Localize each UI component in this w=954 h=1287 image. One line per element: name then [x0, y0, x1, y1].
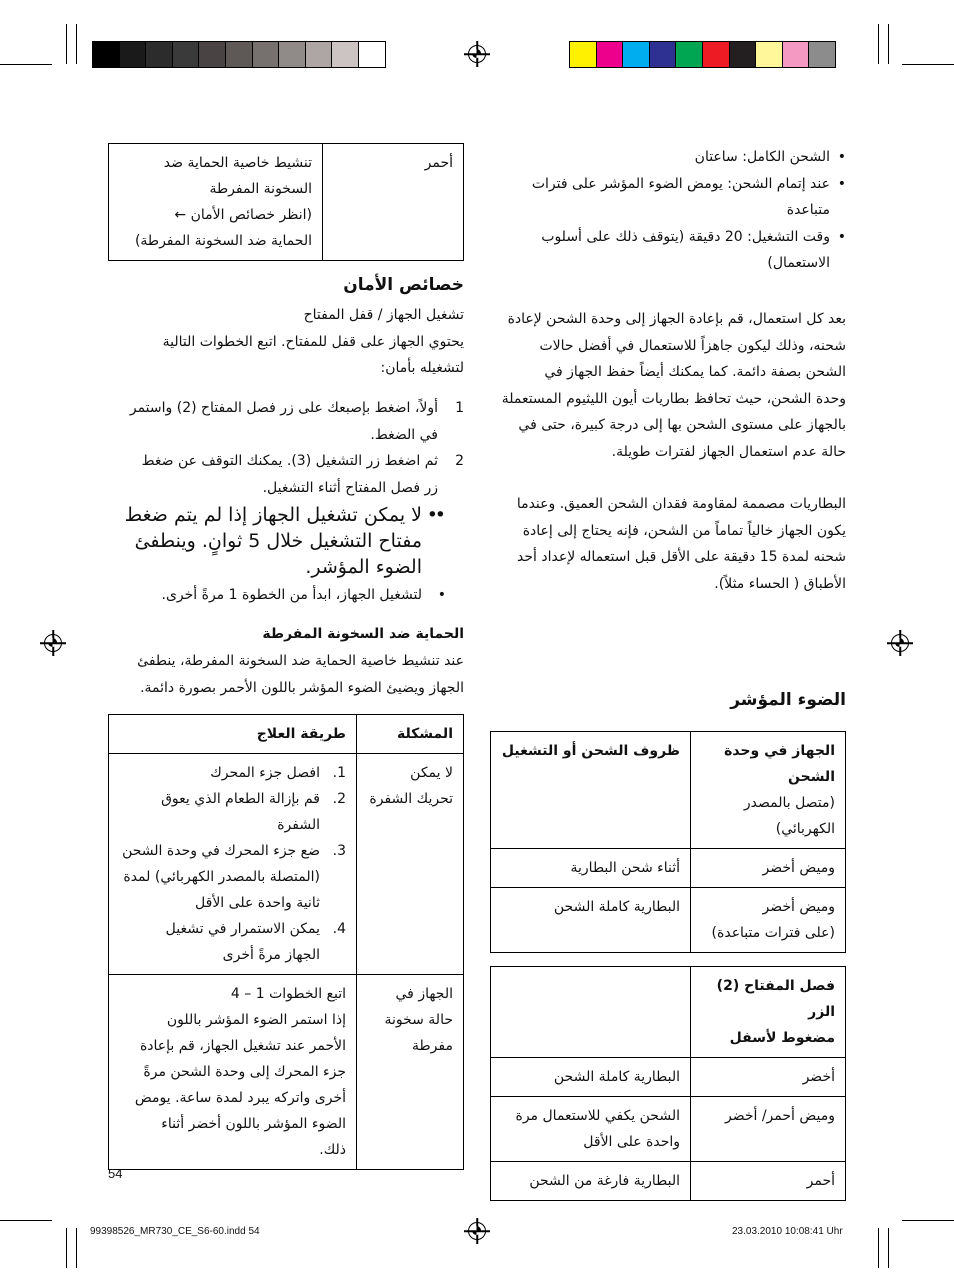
switch-indicator-table: [490, 966, 846, 1201]
condition-header: ظروف الشحن أو التشغيل: [491, 732, 691, 849]
solution-step: 4. يمكن الاستمرار في تشغيل الجهاز مرةً أخرى: [165, 921, 346, 963]
status-description-cell: تنشيط خاصية الحماية ضد السخونة المفرطة (انظر خصائص الأمان ← الحماية ضد السخونة المفرطة): [109, 144, 323, 261]
overheat-heading: الحماية ضد السخونة المفرطة: [262, 626, 464, 642]
solution-step: 2. قم بإزالة الطعام الذي يعوق الشفرة: [161, 791, 346, 833]
overheat-paragraph: عند تنشيط خاصية الحماية ضد السخونة المفرطة، ينطفئ الجهاز ويضيئ الضوء المؤشر باللون الأحمر بصورة دائمة.: [137, 653, 464, 696]
overheat-status-table: [108, 143, 464, 261]
page-number: 54: [108, 1166, 123, 1181]
color-swatch: [755, 41, 783, 68]
solution-step: 1. افصل جزء المحرك: [210, 765, 346, 781]
in-charger-header: الجهاز في وحدة الشحن (متصل بالمصدر الكهربائي): [691, 732, 846, 849]
registration-mark-left-icon: [44, 634, 62, 652]
auto-off-note: • لا يمكن تشغيل الجهاز إذا لم يتم ضغط مفتاح التشغيل خلال 5 ثوانٍ. وينطفئ الضوء المؤشر. •: [108, 502, 464, 580]
bullet-marker: •: [437, 587, 446, 603]
table-row: وميض أخضر (على فترات متباعدة) البطارية كاملة الشحن: [491, 888, 846, 953]
color-swatch: [596, 41, 624, 68]
color-swatch: [622, 41, 650, 68]
problem-cell: لا يمكن تحريك الشفرة: [357, 754, 464, 975]
table-row: أخضر البطارية كاملة الشحن: [491, 1058, 846, 1097]
restart-note: • لتشغيل الجهاز، ابدأ من الخطوة 1 مرةً أخرى.: [108, 582, 464, 609]
gray-swatch: [331, 41, 359, 68]
step-item: 1 أولاً، اضغط بإصبعك على زر فصل المفتاح (2) واستمر في الضغط.: [129, 400, 464, 443]
troubleshooting-table: [108, 714, 464, 1170]
print-timestamp: 23.03.2010 10:08:41 Uhr: [732, 1226, 843, 1237]
solution-cell: اتبع الخطوات 1 – 4 إذا استمر الضوء المؤشر باللون الأحمر عند تشغيل الجهاز، قم بإعادة جزء المحرك إلى وحدة الشحن مرةً أخرى واتركه يبرد لمدة ساعة. يومض الضوء المؤشر باللون أخضر أثناء ذلك.: [109, 975, 357, 1170]
color-swatch: [569, 41, 597, 68]
switch-pressed-header: فصل المفتاح (2) الزر مضغوط لأسفل: [691, 967, 846, 1058]
gray-swatch: [305, 41, 333, 68]
safety-features-section: تشغيل الجهاز / قفل المفتاح يحتوي الجهاز على قفل للمفتاح. اتبع الخطوات التالية لتشغيله بأمان:: [162, 307, 464, 376]
gray-swatch: [172, 41, 200, 68]
indicator-light-heading: الضوء المؤشر: [730, 690, 846, 710]
registration-mark-right-icon: [891, 634, 909, 652]
gray-swatch: [358, 41, 386, 68]
gray-swatch: [225, 41, 253, 68]
charging-info-list: [490, 144, 846, 277]
gray-swatch: [198, 41, 226, 68]
list-item: • وقت التشغيل: 20 دقيقة (يتوقف ذلك على أسلوب الاستعمال): [541, 228, 846, 271]
color-swatch: [675, 41, 703, 68]
step-item: 2 ثم اضغط زر التشغيل (3). يمكنك التوقف عن ضغط زر فصل المفتاح أثناء التشغيل.: [141, 453, 464, 496]
table-row: أحمر البطارية فارغة من الشحن: [491, 1162, 846, 1201]
color-swatch: [782, 41, 810, 68]
file-slug: 99398526_MR730_CE_S6-60.indd 54: [90, 1226, 260, 1237]
solution-column-header: طريقة العلاج: [109, 715, 357, 754]
gray-swatch: [278, 41, 306, 68]
gray-swatch: [119, 41, 147, 68]
solution-step: 3. ضع جزء المحرك في وحدة الشحن (المتصلة بالمصدر الكهربائي) لمدة ثانية واحدة على الأقل: [122, 843, 346, 911]
list-item: • عند إتمام الشحن: يومض الضوء المؤشر على فترات متباعدة: [531, 175, 846, 218]
problem-cell: الجهاز في حالة سخونة مفرطة: [357, 975, 464, 1170]
color-swatch: [702, 41, 730, 68]
storage-paragraph: بعد كل استعمال، قم بإعادة الجهاز إلى وحدة الشحن لإعادة شحنه، وذلك ليكون جاهزاً للاستعمال في أفضل حالات الشحن بصفة دائمة. كما يمكنك أيضاً حفظ الجهاز في وحدة الشحن، حيث تحافظ بطاريات أيون الليثيوم المستعملة بالجهاز على مستوى الشحن بها إلى درجة كبيرة، حتى في حالة عدم استعمال الجهاز لفترات طويلة.: [501, 311, 846, 460]
battery-paragraph: البطاريات مصممة لمقاومة فقدان الشحن العميق. وعندما يكون الجهاز خالياً تماماً من الشحن، فإنه يحتاج إلى إعادة شحنه لمدة 15 دقيقة على الأقل قبل استعماله لإعداد أحد الأطباق ( الحساء مثلاً).: [516, 496, 846, 592]
operation-steps: [108, 395, 464, 501]
table-row: وميض أخضر أثناء شحن البطارية: [491, 849, 846, 888]
color-swatch: [729, 41, 757, 68]
status-color-cell: أحمر: [323, 144, 464, 261]
charging-indicator-table: [490, 731, 846, 953]
bullet-marker: •: [434, 504, 446, 526]
registration-mark-bottom-icon: [468, 1222, 486, 1240]
table-row: وميض أحمر/ أخضر الشحن يكفي للاستعمال مرة واحدة على الأقل: [491, 1097, 846, 1162]
registration-mark-top-icon: [468, 45, 486, 63]
condition-header: [491, 967, 691, 1058]
gray-swatch: [145, 41, 173, 68]
gray-swatch: [92, 41, 120, 68]
color-swatch: [808, 41, 836, 68]
safety-features-heading: خصائص الأمان: [343, 275, 464, 295]
gray-swatch: [252, 41, 280, 68]
solution-cell: [109, 754, 357, 975]
color-swatch: [649, 41, 677, 68]
list-item: • الشحن الكامل: ساعتان: [694, 149, 846, 165]
problem-column-header: المشكلة: [357, 715, 464, 754]
